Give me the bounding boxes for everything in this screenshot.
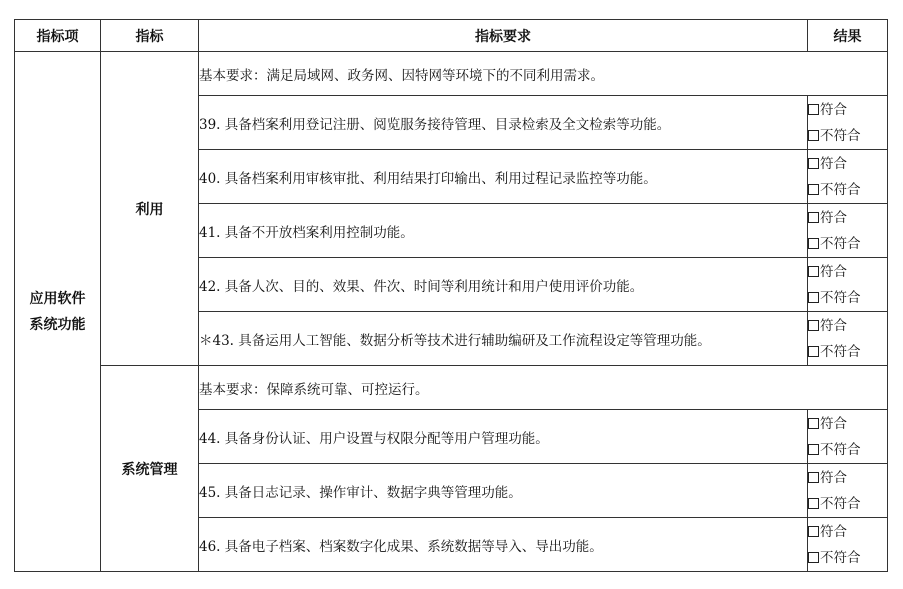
checkbox-icon[interactable] (808, 266, 819, 277)
result-44 (808, 410, 888, 464)
category-cell (15, 52, 101, 572)
result-46 (808, 518, 888, 572)
requirement-40: 40. 具备档案利用审核审批、利用结果打印输出、利用过程记录监控等功能。 (199, 150, 808, 204)
option-pass[interactable]: 符合 (808, 313, 887, 339)
option-pass[interactable]: 符合 (808, 205, 887, 231)
result-45 (808, 464, 888, 518)
result-40 (808, 150, 888, 204)
checkbox-icon[interactable] (808, 158, 819, 169)
option-pass[interactable]: 符合 (808, 151, 887, 177)
option-pass[interactable]: 符合 (808, 411, 887, 437)
option-fail[interactable]: 不符合 (808, 437, 887, 463)
header-result: 结果 (808, 20, 888, 52)
requirement-39: 39. 具备档案利用登记注册、阅览服务接待管理、目录检索及全文检索等功能。 (199, 96, 808, 150)
option-fail[interactable]: 不符合 (808, 339, 887, 365)
option-fail[interactable]: 不符合 (808, 123, 887, 149)
option-fail[interactable]: 不符合 (808, 231, 887, 257)
basic-requirement-usage: 基本要求：满足局域网、政务网、因特网等环境下的不同利用需求。 (199, 52, 888, 96)
indicator-table (14, 19, 888, 572)
requirement-42: 42. 具备人次、目的、效果、件次、时间等利用统计和用户使用评价功能。 (199, 258, 808, 312)
header-indicator: 指标 (101, 20, 199, 52)
table-row (15, 366, 888, 410)
checkbox-icon[interactable] (808, 130, 819, 141)
category-line-1: 应用软件 (29, 290, 86, 307)
checkbox-icon[interactable] (808, 472, 819, 483)
header-item: 指标项 (15, 20, 101, 52)
option-fail[interactable]: 不符合 (808, 177, 887, 203)
header-row (15, 20, 888, 52)
indicator-system-management: 系统管理 (101, 366, 199, 572)
option-pass[interactable]: 符合 (808, 465, 887, 491)
result-39 (808, 96, 888, 150)
checkbox-icon[interactable] (808, 212, 819, 223)
checkbox-icon[interactable] (808, 292, 819, 303)
header-requirement: 指标要求 (199, 20, 808, 52)
checkbox-icon[interactable] (808, 184, 819, 195)
checkbox-icon[interactable] (808, 444, 819, 455)
option-fail[interactable]: 不符合 (808, 491, 887, 517)
requirement-41: 41. 具备不开放档案利用控制功能。 (199, 204, 808, 258)
category-line-2: 系统功能 (29, 316, 86, 333)
checkbox-icon[interactable] (808, 320, 819, 331)
checkbox-icon[interactable] (808, 526, 819, 537)
option-fail[interactable]: 不符合 (808, 285, 887, 311)
checkbox-icon[interactable] (808, 238, 819, 249)
requirement-44: 44. 具备身份认证、用户设置与权限分配等用户管理功能。 (199, 410, 808, 464)
option-pass[interactable]: 符合 (808, 519, 887, 545)
requirement-45: 45. 具备日志记录、操作审计、数据字典等管理功能。 (199, 464, 808, 518)
result-43 (808, 312, 888, 366)
option-fail[interactable]: 不符合 (808, 545, 887, 571)
checkbox-icon[interactable] (808, 418, 819, 429)
indicator-usage: 利用 (101, 52, 199, 366)
basic-requirement-system: 基本要求：保障系统可靠、可控运行。 (199, 366, 888, 410)
option-pass[interactable]: 符合 (808, 97, 887, 123)
table-row (15, 52, 888, 96)
checkbox-icon[interactable] (808, 104, 819, 115)
requirement-43: ＊43. 具备运用人工智能、数据分析等技术进行辅助编研及工作流程设定等管理功能。 (199, 312, 808, 366)
checkbox-icon[interactable] (808, 498, 819, 509)
option-pass[interactable]: 符合 (808, 259, 887, 285)
result-41 (808, 204, 888, 258)
checkbox-icon[interactable] (808, 346, 819, 357)
result-42 (808, 258, 888, 312)
requirement-46: 46. 具备电子档案、档案数字化成果、系统数据等导入、导出功能。 (199, 518, 808, 572)
checkbox-icon[interactable] (808, 552, 819, 563)
